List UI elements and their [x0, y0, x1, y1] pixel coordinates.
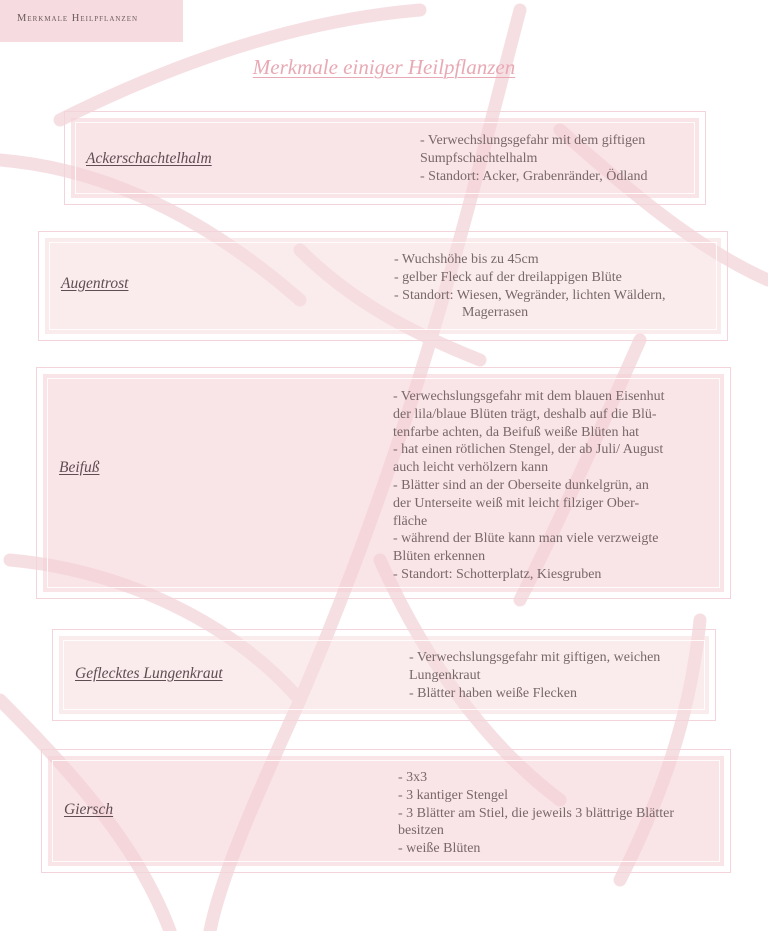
feature-item: Blüten erkennen [393, 549, 486, 565]
plant-name: Beifuß [59, 459, 100, 476]
feature-item: der Unterseite weiß mit leicht filziger Ober- [393, 495, 640, 511]
feature-item: - 3x3 [398, 769, 674, 787]
plant-name: Geflecktes Lungenkraut [75, 665, 223, 682]
feature-item: - Verwechslungsgefahr mit giftigen, weichen [409, 649, 660, 667]
feature-item: - Blätter sind an der Oberseite dunkelgrün, an [393, 477, 665, 495]
feature-list [393, 388, 665, 584]
plant-card-beifuss [43, 374, 724, 592]
plant-name: Ackerschachtelhalm [86, 150, 212, 167]
feature-list [409, 649, 660, 702]
feature-item: - Standort: Schotterplatz, Kiesgruben [393, 566, 665, 584]
feature-item: - Verwechslungsgefahr mit dem giftigen [420, 132, 647, 150]
feature-list [398, 769, 674, 858]
plant-card-ackerschachtelhalm [71, 118, 699, 198]
feature-item: - Standort: Acker, Grabenränder, Ödland [420, 168, 647, 186]
feature-item: tenfarbe achten, da Beifuß weiße Blüten hat [393, 424, 640, 440]
plant-name: Augentrost [61, 275, 129, 292]
feature-item: - Blätter haben weiße Flecken [409, 685, 660, 703]
feature-item: - Verwechslungsgefahr mit dem blauen Eisenhut [393, 388, 665, 406]
plant-card-giersch [48, 756, 724, 866]
feature-list [420, 132, 647, 185]
plant-card-augentrost [45, 238, 721, 334]
feature-item: - 3 Blätter am Stiel, die jeweils 3 blättrige Blätter [398, 805, 674, 823]
feature-item: der lila/blaue Blüten trägt, deshalb auf die Blü- [393, 406, 657, 422]
feature-item: - Standort: Wiesen, Wegränder, lichten Wäldern, [394, 287, 665, 305]
feature-item: - 3 kantiger Stengel [398, 787, 674, 805]
feature-item: auch leicht verhölzern kann [393, 460, 549, 476]
page-title: Merkmale einiger Heilpflanzen [252, 55, 516, 79]
feature-item: Lungenkraut [409, 667, 481, 683]
feature-item: - Wuchshöhe bis zu 45cm [394, 251, 665, 269]
feature-item: fläche [393, 513, 428, 529]
plant-card-geflecktes-lungenkraut [59, 636, 709, 714]
feature-list [394, 251, 665, 322]
feature-item: - gelber Fleck auf der dreilappigen Blüte [394, 269, 665, 287]
header-tab [0, 0, 183, 42]
feature-item: Sumpfschachtelhalm [420, 150, 538, 166]
feature-item: - hat einen rötlichen Stengel, der ab Juli/ August [393, 441, 665, 459]
feature-item: besitzen [398, 823, 444, 839]
plant-name: Giersch [64, 801, 114, 818]
header-label: Merkmale Heilpflanzen [17, 13, 139, 24]
feature-item: - weiße Blüten [398, 840, 674, 858]
feature-item: Magerrasen [462, 305, 529, 321]
feature-item: - während der Blüte kann man viele verzweigte [393, 530, 665, 548]
